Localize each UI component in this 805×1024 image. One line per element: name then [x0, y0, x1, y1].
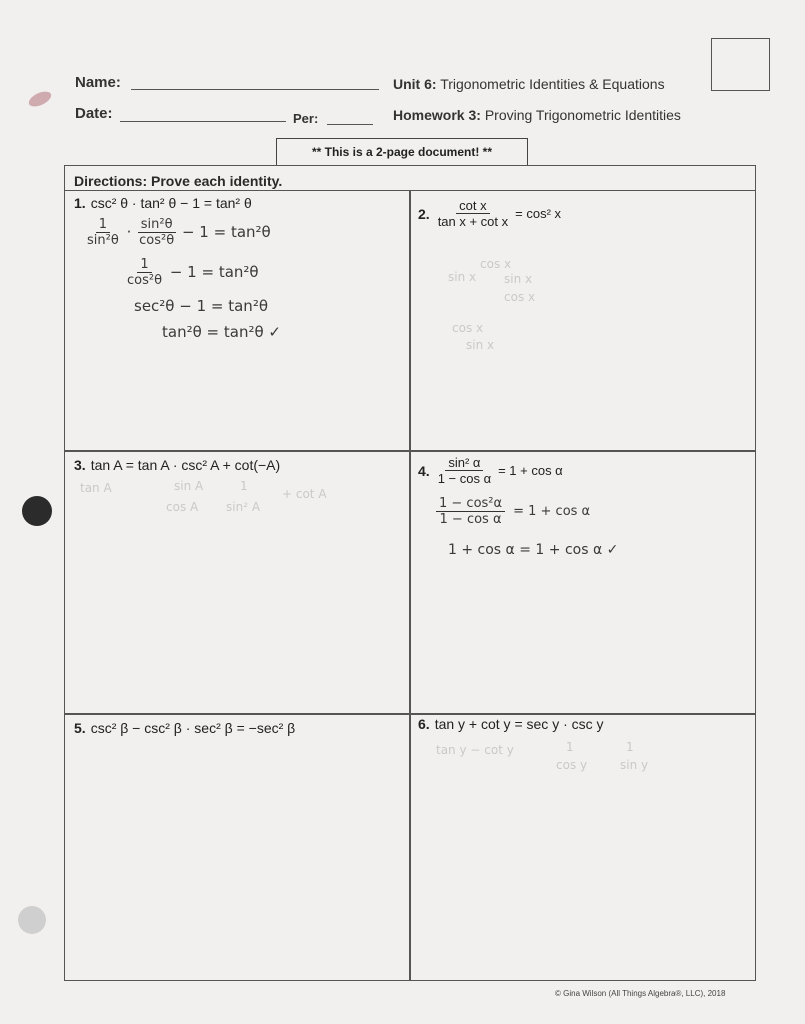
- problem-5: [74, 720, 295, 736]
- name-field[interactable]: [131, 89, 379, 90]
- problem-2-rhs: = cos² x: [515, 206, 562, 221]
- problem-3-faint-work: tan A: [80, 481, 112, 495]
- score-box: [711, 38, 770, 91]
- work-fraction: $\frac{\text{1 − cos²α}}{\text{1 − cos α}}$: [436, 496, 505, 527]
- problem-1-work-line4: tan²θ = tan²θ ✓: [162, 323, 281, 341]
- per-label: Per:: [293, 111, 319, 126]
- problem-3-expression: tan A = tan A · csc² A + cot(−A): [90, 457, 281, 473]
- problem-3-number: 3.: [74, 457, 86, 473]
- problem-1-number: 1.: [74, 195, 86, 211]
- problem-6-expression: tan y + cot y = sec y · csc y: [434, 716, 604, 732]
- problem-5-number: 5.: [74, 720, 86, 736]
- two-page-notice: ** This is a 2-page document! **: [276, 138, 528, 166]
- homework-prefix: Homework 3:: [393, 107, 481, 123]
- problem-6-number: 6.: [418, 716, 430, 732]
- binder-hole: [22, 496, 52, 526]
- problem-4: [418, 455, 563, 486]
- problem-5-expression: csc² β − csc² β · sec² β = −sec² β: [90, 720, 296, 736]
- grid-divider-vertical: [409, 191, 411, 981]
- homework-title: Proving Trigonometric Identities: [484, 107, 681, 123]
- problem-1-work-line2: $\frac{1}{\text{cos²θ}}$ − 1 = tan²θ: [124, 257, 259, 288]
- problem-6: [418, 716, 604, 732]
- problem-4-rhs: = 1 + cos α: [498, 463, 563, 478]
- problem-6-faint-work: tan y − cot y: [436, 743, 514, 757]
- problem-1-work-line3: sec²θ − 1 = tan²θ: [134, 297, 269, 315]
- problem-4-number: 4.: [418, 462, 430, 479]
- date-field[interactable]: [120, 121, 286, 122]
- unit-title: Trigonometric Identities & Equations: [440, 76, 665, 92]
- problem-2-number: 2.: [418, 205, 430, 222]
- work-fraction: $\frac{1}{\text{sin²θ}}$: [87, 217, 119, 248]
- problem-2: [418, 198, 561, 229]
- unit-heading: [393, 76, 665, 92]
- problem-4-fraction: $\frac{\text{sin² α}}{\text{1 − cos α}}$: [437, 455, 492, 486]
- problem-2-faint-work: cos x: [480, 257, 512, 271]
- directions: Directions: Prove each identity.: [64, 165, 756, 191]
- problem-4-work-line2: 1 + cos α = 1 + cos α ✓: [448, 542, 619, 558]
- problem-2-fraction: $\frac{\text{cot x}}{\text{tan x + cot x}}$: [437, 198, 509, 229]
- unit-prefix: Unit 6:: [393, 76, 437, 92]
- name-label: Name:: [75, 74, 121, 91]
- problem-1: [74, 195, 252, 211]
- grid-divider-row1: [64, 450, 756, 452]
- grid-divider-row2: [64, 713, 756, 715]
- homework-heading: [393, 107, 681, 123]
- paper-smudge: [27, 88, 54, 109]
- problem-4-work-line1: $\frac{\text{1 − cos²α}}{\text{1 − cos α}}$ = 1 + cos α: [436, 496, 590, 527]
- problem-3: [74, 457, 280, 473]
- copyright-footer: © Gina Wilson (All Things Algebra®, LLC), 2018: [555, 989, 726, 998]
- binder-hole: [18, 906, 46, 934]
- period-field[interactable]: [327, 124, 373, 125]
- problem-1-expression: csc² θ · tan² θ − 1 = tan² θ: [90, 195, 252, 211]
- work-fraction: $\frac{1}{\text{cos²θ}}$: [127, 257, 163, 288]
- problem-1-work-line1: $\frac{1}{\text{sin²θ}}$ · $\frac{\text{sin²θ}}{\text{cos²θ}}$ − 1 = tan²θ: [84, 217, 271, 248]
- date-label: Date:: [75, 105, 113, 122]
- work-fraction: $\frac{\text{sin²θ}}{\text{cos²θ}}$: [139, 217, 175, 248]
